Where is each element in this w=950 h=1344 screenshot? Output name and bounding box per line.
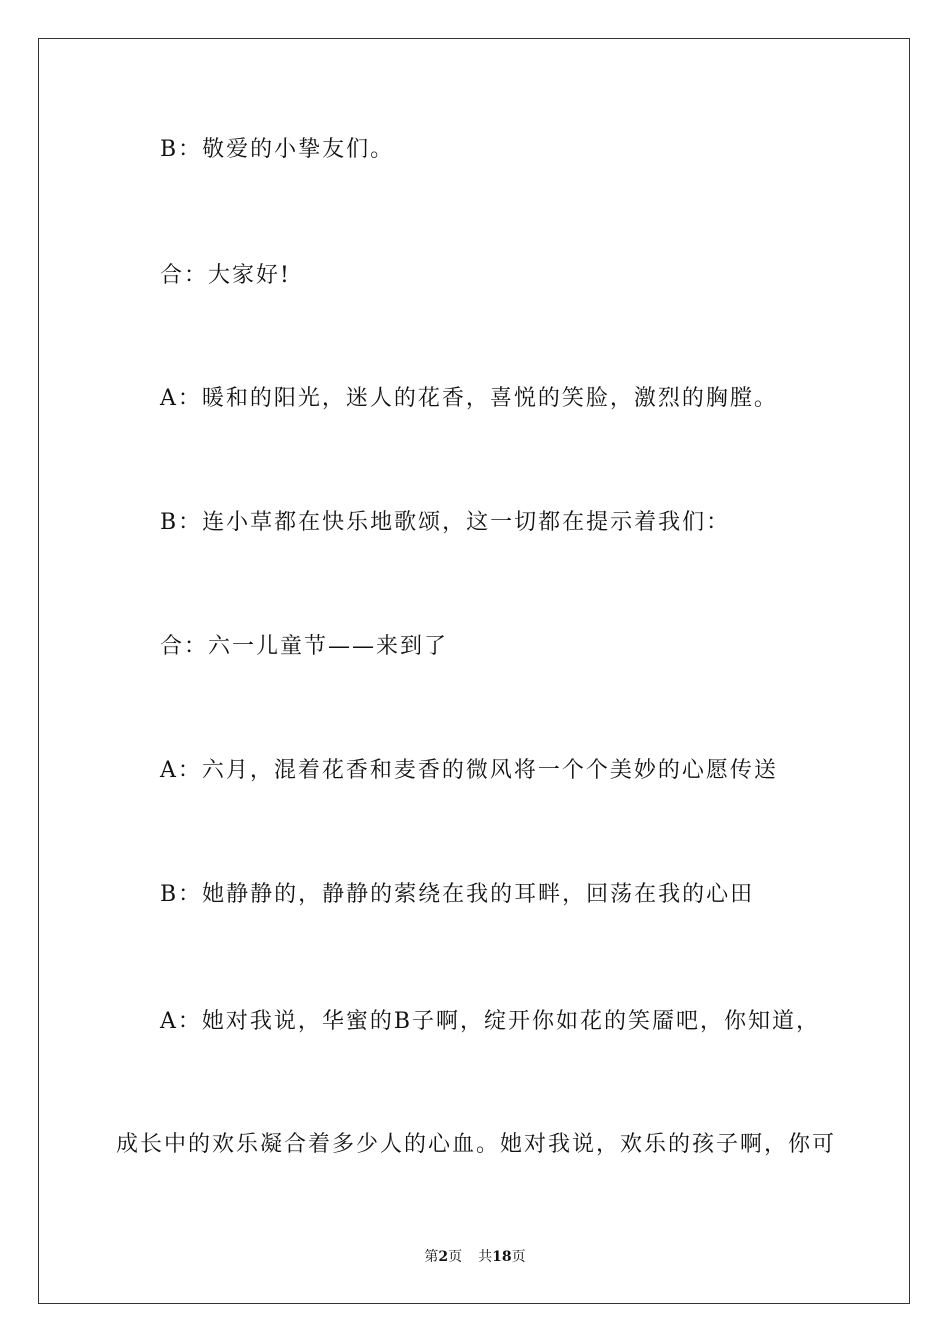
paragraph-4: B：连小草都在快乐地歌颂，这一切都在提示着我们： [160, 510, 731, 535]
paragraph-3: A：暖和的阳光，迷人的花香，喜悦的笑脸，激烈的胸膛。 [160, 386, 778, 411]
paragraph-9-continuation: 成长中的欢乐凝合着多少人的心血。她对我说，欢乐的孩子啊，你可 [116, 1132, 837, 1157]
paragraph-7: B：她静静的，静静的萦绕在我的耳畔，回荡在我的心田 [160, 882, 755, 907]
page-frame [38, 38, 910, 1304]
footer-page-suffix: 页 [448, 1249, 463, 1265]
footer-total-suffix: 页 [511, 1249, 526, 1265]
paragraph-2: 合：大家好! [160, 263, 291, 288]
footer-page-number: 2 [438, 1249, 449, 1265]
paragraph-6: A：六月，混着花香和麦香的微风将一个个美妙的心愿传送 [160, 758, 778, 783]
paragraph-1: B：敬爱的小挚友们。 [160, 137, 395, 162]
page-footer [0, 1246, 950, 1266]
footer-total-prefix: 共 [478, 1249, 493, 1265]
footer-page-prefix: 第 [424, 1249, 439, 1265]
footer-total-number: 18 [492, 1249, 512, 1265]
paragraph-8: A：她对我说，华蜜的B子啊，绽开你如花的笑靥吧，你知道， [160, 1009, 821, 1034]
paragraph-5: 合：六一儿童节——来到了 [160, 634, 449, 659]
